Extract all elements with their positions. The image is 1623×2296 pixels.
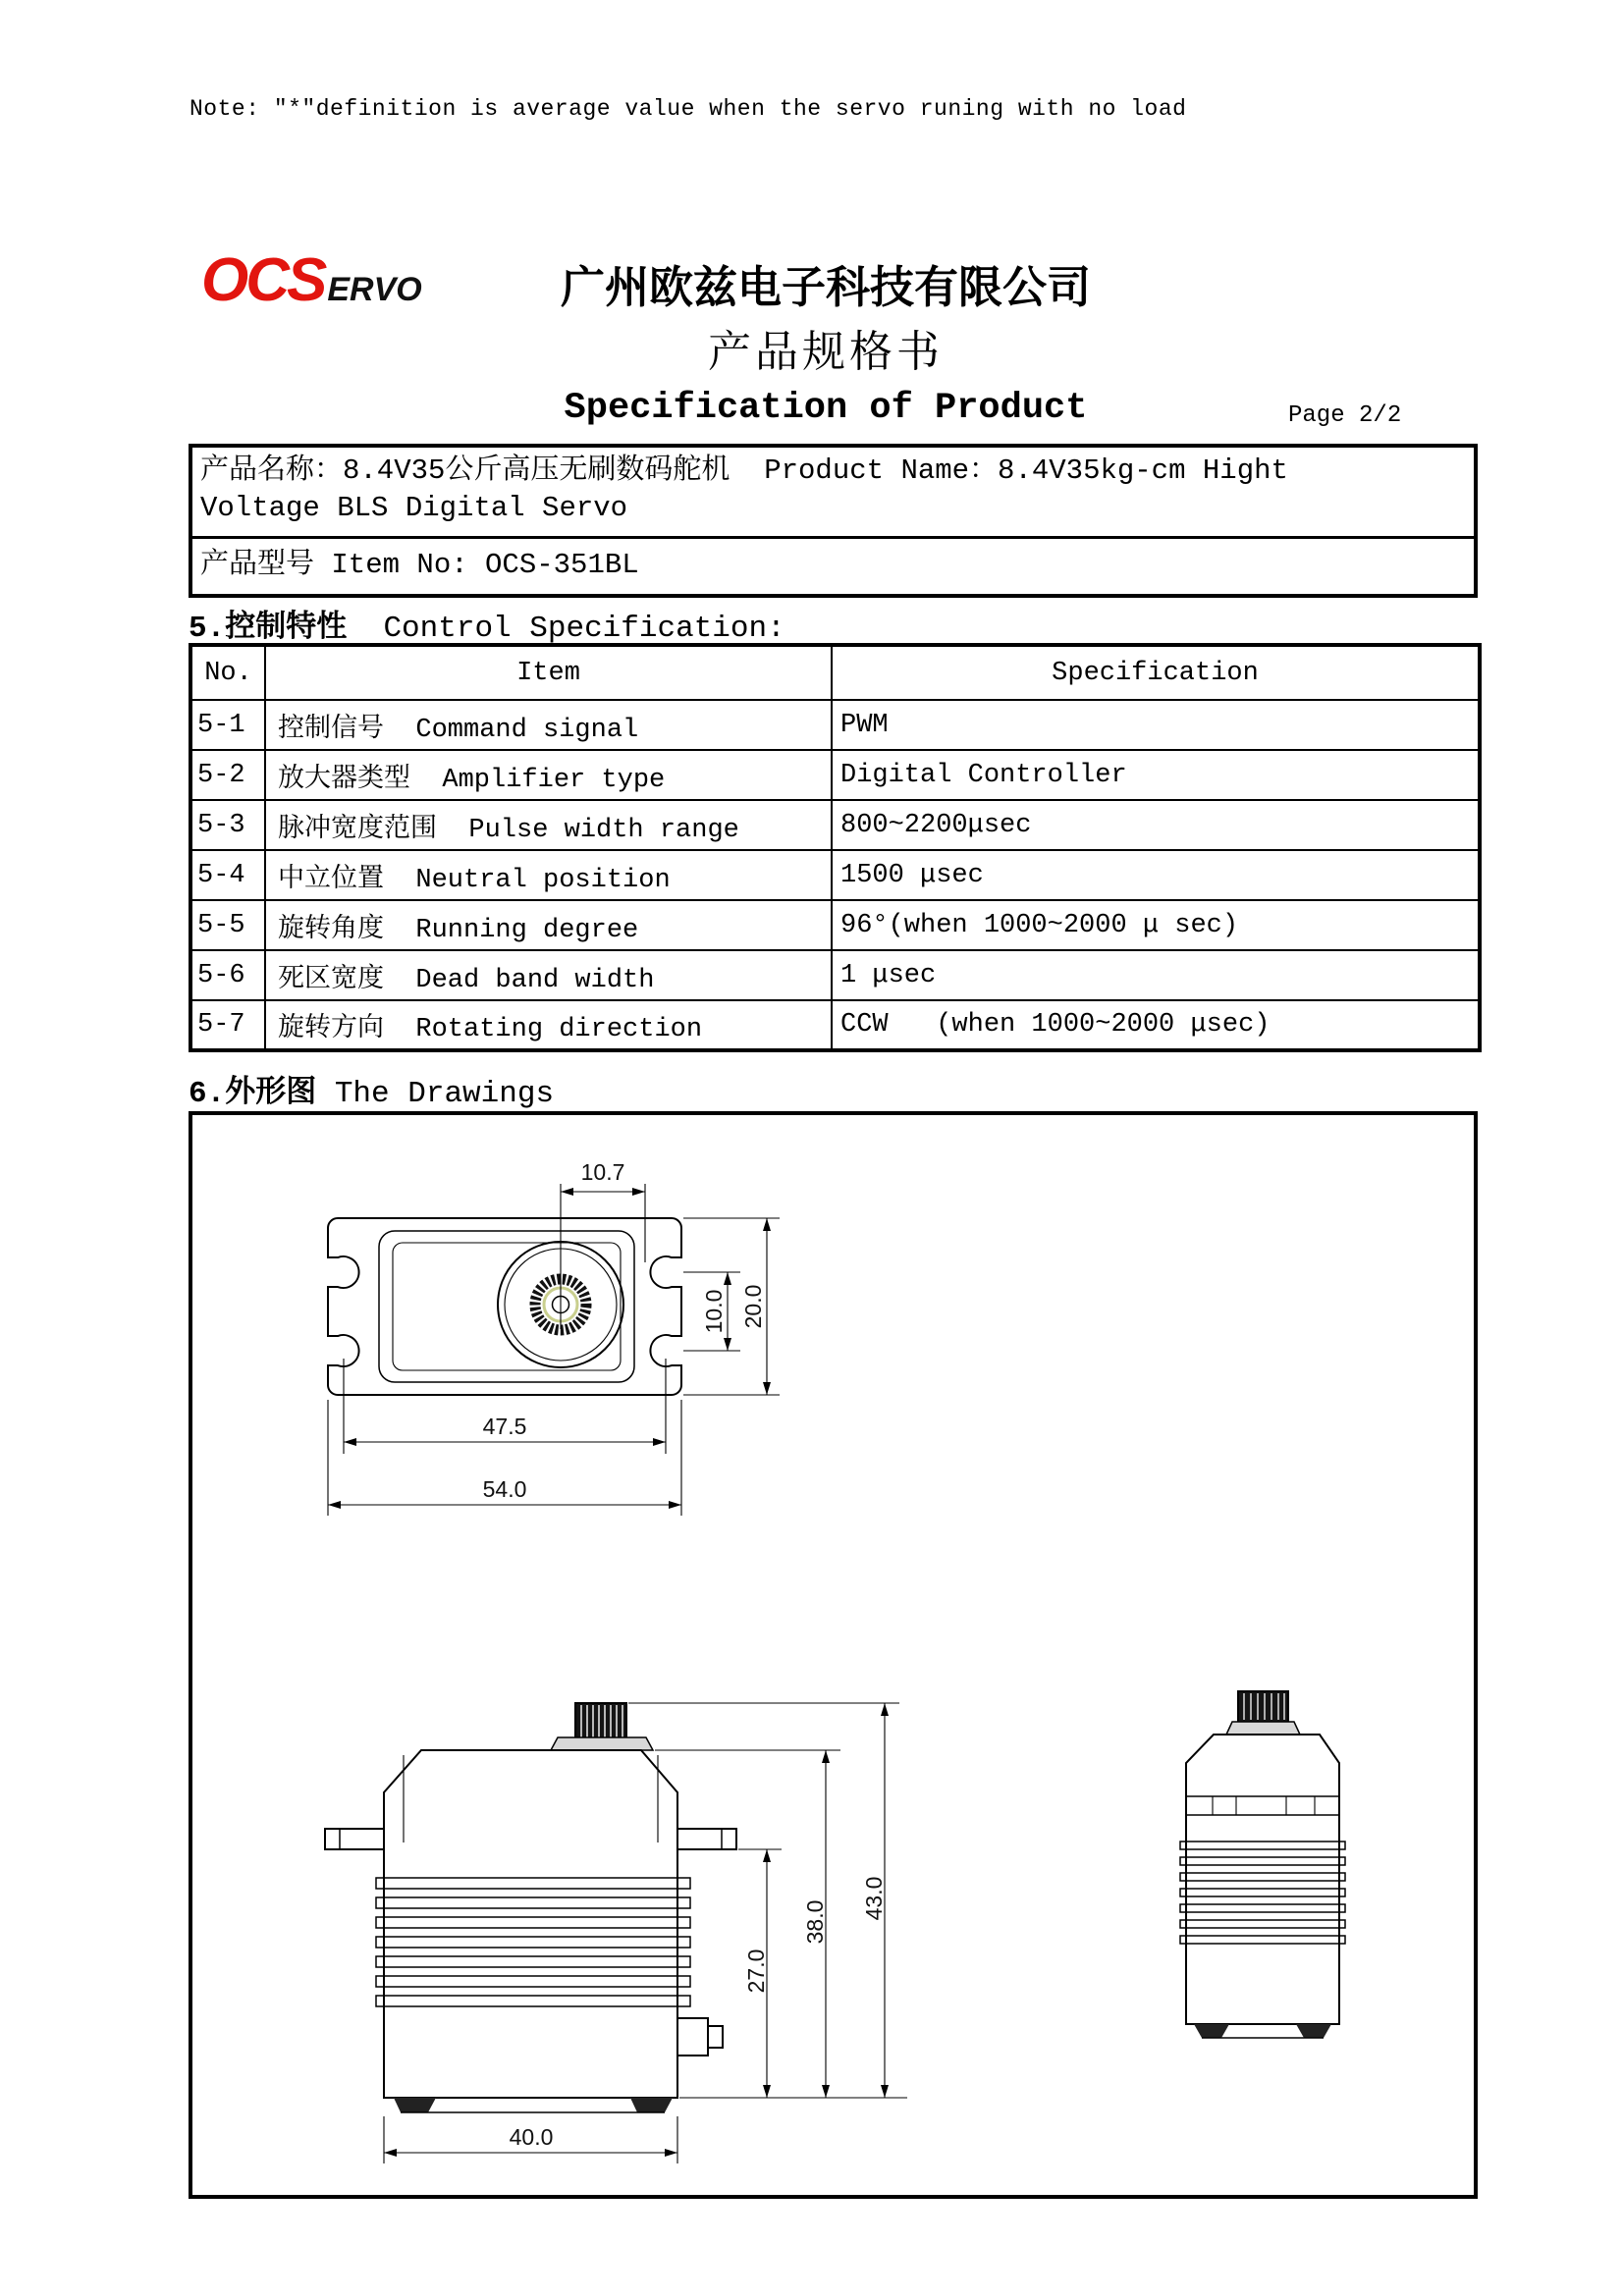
cell-item: 死区宽度 Dead band width <box>265 950 832 1000</box>
dim-text-mount-span: 47.5 <box>482 1414 527 1439</box>
dimension-slot-span <box>683 1272 740 1351</box>
cell-spec: 1500 μsec <box>832 850 1480 900</box>
section5-heading-gap <box>347 612 383 646</box>
section6-heading-en: The Drawings <box>334 1077 555 1111</box>
company-name: 广州欧兹电子科技有限公司 <box>560 262 1091 312</box>
dim-text-slot-span: 10.0 <box>701 1289 727 1334</box>
cell-item: 放大器类型 Amplifier type <box>265 750 832 800</box>
section5-heading-en: Control Specification: <box>383 612 785 646</box>
bottom-foot-right <box>630 2098 673 2112</box>
mount-tab-left <box>325 1829 384 1849</box>
dim-text-case-height: 38.0 <box>802 1899 828 1945</box>
end-view-heatsink-fins <box>1180 1842 1345 1944</box>
dim-text-shaft-offset: 10.7 <box>580 1159 625 1185</box>
table-row <box>190 750 1480 800</box>
dimension-mount-span <box>344 1359 666 1454</box>
product-info-box <box>189 444 1478 598</box>
cell-item: 脉冲宽度范围 Pulse width range <box>265 800 832 850</box>
footnote: Note: "*"definition is average value when the servo runing with no load <box>189 96 1187 122</box>
product-name-line1: 产品名称：8.4V35公斤高压无刷数码舵机 Product Name：8.4V35kg-cm Hight <box>200 454 1288 487</box>
end-view-spline-shaft <box>1238 1691 1288 1726</box>
header-no: No. <box>190 645 265 700</box>
mount-tab-right <box>677 1829 736 1849</box>
table-row <box>190 800 1480 850</box>
dim-text-case-depth: 20.0 <box>740 1284 766 1329</box>
cell-no: 5-2 <box>190 750 265 800</box>
product-name-line2: Voltage BLS Digital Servo <box>200 492 628 525</box>
end-view-drawing <box>1180 1691 1345 2038</box>
cell-item: 控制信号 Command signal <box>265 700 832 750</box>
cell-item: 旋转方向 Rotating direction <box>265 1000 832 1050</box>
doc-title-en: Specification of Product <box>564 388 1088 429</box>
header-spec: Specification <box>832 645 1480 700</box>
dimension-overall-height <box>628 1703 899 2098</box>
cell-no: 5-5 <box>190 900 265 950</box>
end-view-foot-right <box>1296 2024 1331 2038</box>
logo-ocs-text: OCS <box>201 246 325 314</box>
table-row <box>190 850 1480 900</box>
end-view-body-outline <box>1186 1735 1339 2024</box>
bottom-foot-left <box>394 2098 436 2112</box>
product-name-row <box>192 448 1474 536</box>
table-row <box>190 900 1480 950</box>
side-view-drawing <box>325 1703 907 2163</box>
cell-no: 5-6 <box>190 950 265 1000</box>
cell-spec: CCW (when 1000~2000 μsec) <box>832 1000 1480 1050</box>
side-view-body-outline <box>384 1750 677 2098</box>
product-item-row: 产品型号 Item No: OCS-351BL <box>192 536 1474 594</box>
shaft-collar <box>551 1737 653 1750</box>
end-view-shaft-collar <box>1226 1722 1300 1735</box>
cell-item: 旋转角度 Running degree <box>265 900 832 950</box>
section5-heading <box>189 601 785 646</box>
heatsink-fins <box>376 1878 690 2006</box>
dim-text-body-width: 40.0 <box>509 2124 554 2150</box>
table-row <box>190 1000 1480 1050</box>
logo-ervo-text: ERVO <box>327 271 422 308</box>
page-number: Page 2/2 <box>1288 402 1402 429</box>
cell-no: 5-1 <box>190 700 265 750</box>
drawings-box <box>189 1111 1478 2199</box>
cell-no: 5-4 <box>190 850 265 900</box>
dimension-body-width <box>384 2116 677 2163</box>
table-header-row <box>190 645 1480 700</box>
cell-no: 5-3 <box>190 800 265 850</box>
cell-item: 中立位置 Neutral position <box>265 850 832 900</box>
cell-spec: PWM <box>832 700 1480 750</box>
servo-drawings <box>192 1115 1474 2195</box>
cell-spec: 800~2200μsec <box>832 800 1480 850</box>
table-row <box>190 700 1480 750</box>
table-row <box>190 950 1480 1000</box>
end-view-lid-band <box>1186 1796 1339 1815</box>
section5-heading-cn: 5.控制特性 <box>189 612 348 646</box>
doc-title-cn: 产品规格书 <box>708 331 944 380</box>
control-spec-table <box>189 643 1482 1052</box>
cell-no: 5-7 <box>190 1000 265 1050</box>
section6-heading-cn: 6.外形图 <box>189 1077 317 1111</box>
dim-text-tab-to-bottom: 27.0 <box>743 1949 769 1994</box>
brand-logo <box>201 245 422 315</box>
dimension-case-height <box>655 1750 840 2098</box>
dim-text-overall-width: 54.0 <box>482 1476 527 1502</box>
end-view-foot-left <box>1194 2024 1229 2038</box>
top-view-drawing <box>328 1159 780 1516</box>
dim-text-overall-height: 43.0 <box>861 1876 887 1921</box>
connector-nub <box>708 2026 723 2048</box>
connector-boss <box>677 2018 708 2056</box>
section6-heading <box>189 1066 554 1111</box>
section6-heading-gap <box>316 1077 335 1111</box>
cell-spec: 96°(when 1000~2000 μ sec) <box>832 900 1480 950</box>
cell-spec: 1 μsec <box>832 950 1480 1000</box>
cell-spec: Digital Controller <box>832 750 1480 800</box>
header-item: Item <box>265 645 832 700</box>
dimension-case-depth <box>683 1218 780 1395</box>
